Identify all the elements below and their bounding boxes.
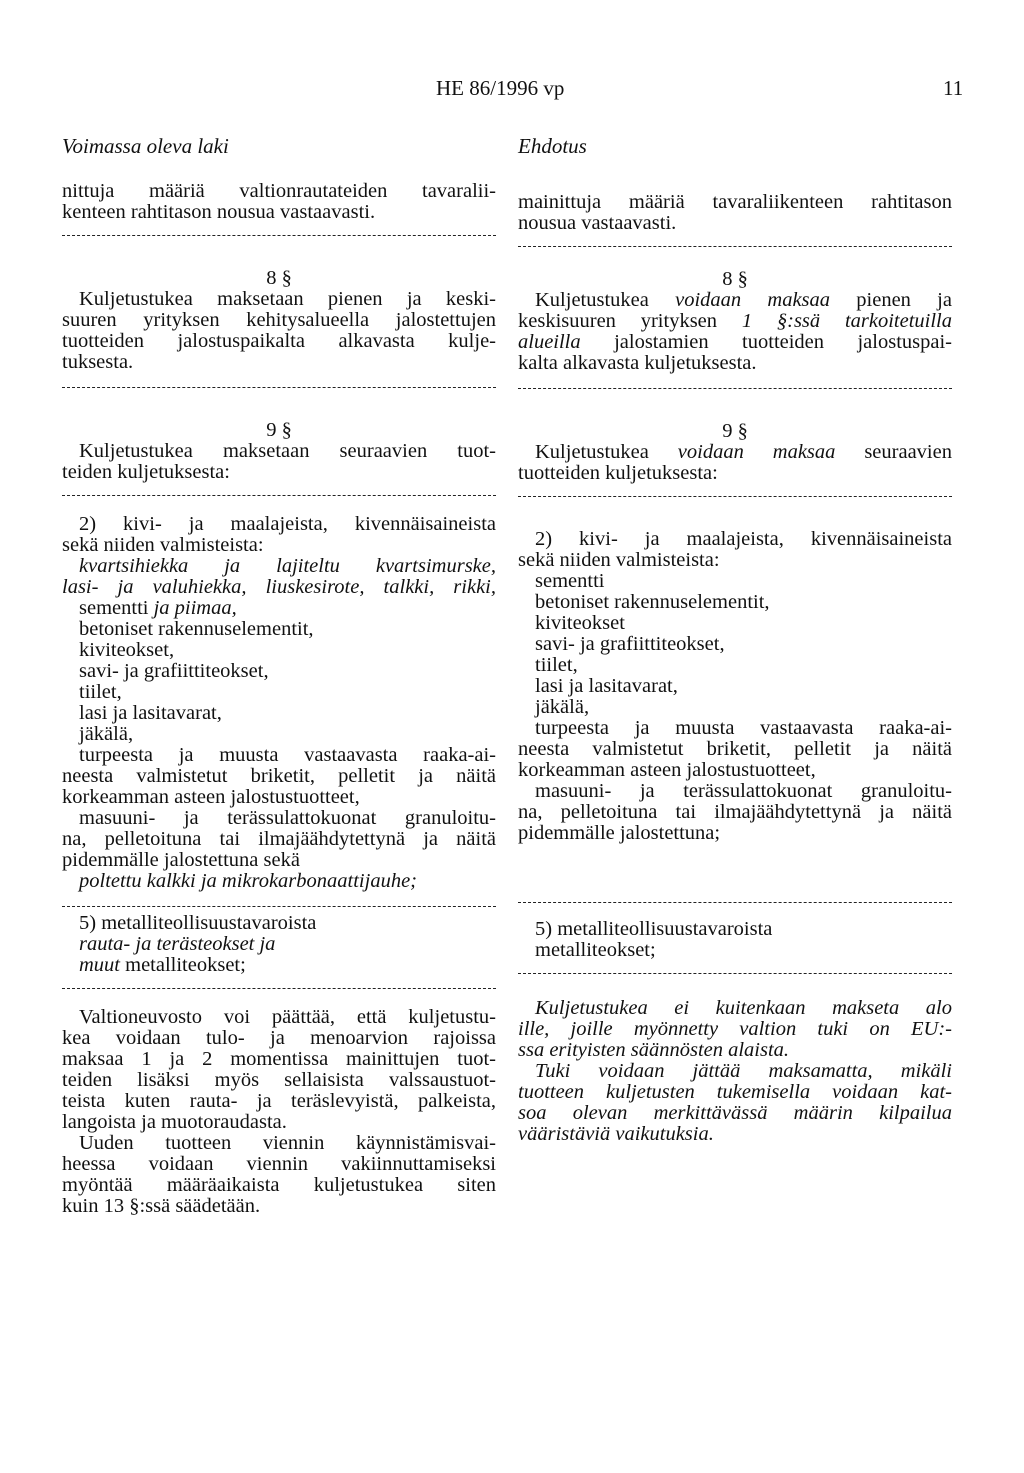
text-line: vääristäviä vaikutuksia.	[518, 1123, 714, 1145]
text-line: jäkälä,	[535, 696, 590, 718]
text-line: maksaa 1 ja 2 momentissa mainittujen tuot-	[62, 1048, 496, 1070]
text-line: sekä niiden valmisteista:	[518, 549, 720, 571]
text-line: ssa erityisten säännösten alaista.	[518, 1039, 790, 1061]
text-line: nittuja määriä valtionrautateiden tavaralii-	[62, 180, 496, 202]
text-line: tuksesta.	[62, 351, 134, 373]
right-column-title: Ehdotus	[518, 134, 587, 158]
text-line: na, pelletoituna tai ilmajäähdytettynä ja näitä	[518, 801, 952, 823]
text-line: tuotteen kuljetusten tukemisella voidaan kat-	[518, 1081, 952, 1103]
text-line: neesta valmistetut briketit, pelletit ja näitä	[62, 765, 496, 787]
text-line: lasi ja lasitavarat,	[79, 702, 222, 724]
text-line: tuotteiden jalostuspaikalta alkavasta kulje-	[62, 330, 496, 352]
text-line: pidemmälle jalostettuna sekä	[62, 849, 300, 871]
item-2-paragraph	[518, 529, 952, 844]
moment-4-paragraph	[518, 1061, 952, 1145]
section-9-paragraph	[518, 442, 952, 484]
text-line: betoniset rakennuselementit,	[79, 618, 314, 640]
text-line: na, pelletoituna tai ilmajäähdytettynä ja näitä	[62, 828, 496, 850]
text-line: lasi ja lasitavarat,	[535, 675, 678, 697]
text-line: tiilet,	[535, 654, 578, 676]
text-line: tiilet,	[79, 681, 122, 703]
item-2-paragraph	[62, 514, 496, 892]
section-9-paragraph	[62, 441, 496, 483]
section-9-heading: 9 §	[266, 419, 292, 441]
text-line: kalta alkavasta kuljetuksesta.	[518, 352, 757, 374]
item-5-paragraph	[518, 919, 952, 961]
moment-3-paragraph	[518, 998, 952, 1061]
text-line: Kuljetustukea maksetaan pienen ja keski-	[79, 288, 496, 310]
text-line: 5) metalliteollisuustavaroista	[79, 912, 317, 934]
text-line: pidemmälle jalostettuna;	[518, 822, 721, 844]
text-line: betoniset rakennuselementit,	[535, 591, 770, 613]
text-line: kuin 13 §:ssä säädetään.	[62, 1195, 261, 1217]
section-8-heading: 8 §	[266, 267, 292, 289]
text-line: sementti ja piimaa,	[79, 597, 237, 619]
text-line: turpeesta ja muusta vastaavasta raaka-ai-	[535, 717, 952, 739]
current-law-column	[62, 181, 496, 1217]
left-column-title: Voimassa oleva laki	[62, 134, 229, 158]
text-line: lasi- ja valuhiekka, liuskesirote, talkki, rikki,	[62, 576, 496, 598]
page-number: 11	[943, 76, 964, 100]
text-line: sementti	[535, 570, 605, 592]
text-line: Tuki voidaan jättää maksamatta, mikäli	[535, 1060, 952, 1082]
text-line: mainittuja määriä tavaraliikenteen rahtitason	[518, 191, 952, 213]
text-line: kvartsihiekka ja lajiteltu kvartsimurske,	[79, 555, 496, 577]
text-line: masuuni- ja terässulattokuonat granuloitu-	[79, 807, 496, 829]
proposal-column	[518, 181, 952, 1145]
text-line: 5) metalliteollisuustavaroista	[535, 918, 773, 940]
text-line: Kuljetustukea maksetaan seuraavien tuot-	[79, 440, 496, 462]
text-line: nousua vastaavasti.	[518, 212, 677, 234]
text-line: korkeamman asteen jalostustuotteet,	[518, 759, 816, 781]
text-line: poltettu kalkki ja mikrokarbonaattijauhe;	[79, 870, 417, 892]
text-line: teiden lisäksi myös sellaisista valssaustuot-	[62, 1069, 496, 1091]
moment-3-paragraph	[62, 1007, 496, 1133]
section-8-paragraph	[62, 289, 496, 373]
text-line: muut metalliteokset;	[79, 954, 246, 976]
text-line: kiviteokset,	[79, 639, 175, 661]
section-8-heading: 8 §	[722, 268, 748, 290]
section-8-paragraph	[518, 290, 952, 374]
text-line: Kuljetustukea voidaan maksaa pienen ja	[535, 289, 952, 311]
text-line: jäkälä,	[79, 723, 134, 745]
text-line: sekä niiden valmisteista:	[62, 534, 264, 556]
text-line: kea voidaan tulo- ja menoarvion rajoissa	[62, 1027, 496, 1049]
text-line: metalliteokset;	[535, 939, 656, 961]
item-5-paragraph	[62, 913, 496, 976]
text-line: teista kuten rauta- ja teräslevyistä, palkeista,	[62, 1090, 496, 1112]
text-line: heessa voidaan viennin vakiinnuttamiseksi	[62, 1153, 496, 1175]
text-line: kenteen rahtitason nousua vastaavasti.	[62, 201, 376, 223]
text-line: Kuljetustukea ei kuitenkaan makseta alo	[535, 997, 952, 1019]
text-line: savi- ja grafiittiteokset,	[79, 660, 269, 682]
text-line: korkeamman asteen jalostustuotteet,	[62, 786, 360, 808]
text-line: soa olevan merkittävässä määrin kilpailua	[518, 1102, 952, 1124]
text-line: Uuden tuotteen viennin käynnistämisvai-	[79, 1132, 496, 1154]
text-line: teiden kuljetuksesta:	[62, 461, 230, 483]
intro-paragraph	[518, 192, 952, 234]
intro-paragraph	[62, 181, 496, 223]
text-line: 2) kivi- ja maalajeista, kivennäisaineista	[79, 513, 496, 535]
text-line: tuotteiden kuljetuksesta:	[518, 462, 718, 484]
text-line: alueilla jalostamien tuotteiden jalostuspai-	[518, 331, 952, 353]
text-line: Kuljetustukea voidaan maksaa seuraavien	[535, 441, 952, 463]
text-line: 2) kivi- ja maalajeista, kivennäisaineista	[535, 528, 952, 550]
section-9-heading: 9 §	[722, 420, 748, 442]
document-reference: HE 86/1996 vp	[436, 76, 565, 100]
text-line: keskisuuren yrityksen 1 §:ssä tarkoitetuilla	[518, 310, 952, 332]
text-line: suuren yrityksen kehitysalueella jalostettujen	[62, 309, 496, 331]
text-line: kiviteokset	[535, 612, 625, 634]
text-line: savi- ja grafiittiteokset,	[535, 633, 725, 655]
text-line: langoista ja muotoraudasta.	[62, 1111, 287, 1133]
text-line: myöntää määräaikaista kuljetustukea siten	[62, 1174, 496, 1196]
text-line: ille, joille myönnetty valtion tuki on EU:-	[518, 1018, 952, 1040]
text-line: Valtioneuvosto voi päättää, että kuljetustu-	[79, 1006, 496, 1028]
moment-4-paragraph	[62, 1133, 496, 1217]
text-line: neesta valmistetut briketit, pelletit ja näitä	[518, 738, 952, 760]
text-line: turpeesta ja muusta vastaavasta raaka-ai-	[79, 744, 496, 766]
text-line: masuuni- ja terässulattokuonat granuloitu-	[535, 780, 952, 802]
text-line: rauta- ja terästeokset ja	[79, 933, 276, 955]
